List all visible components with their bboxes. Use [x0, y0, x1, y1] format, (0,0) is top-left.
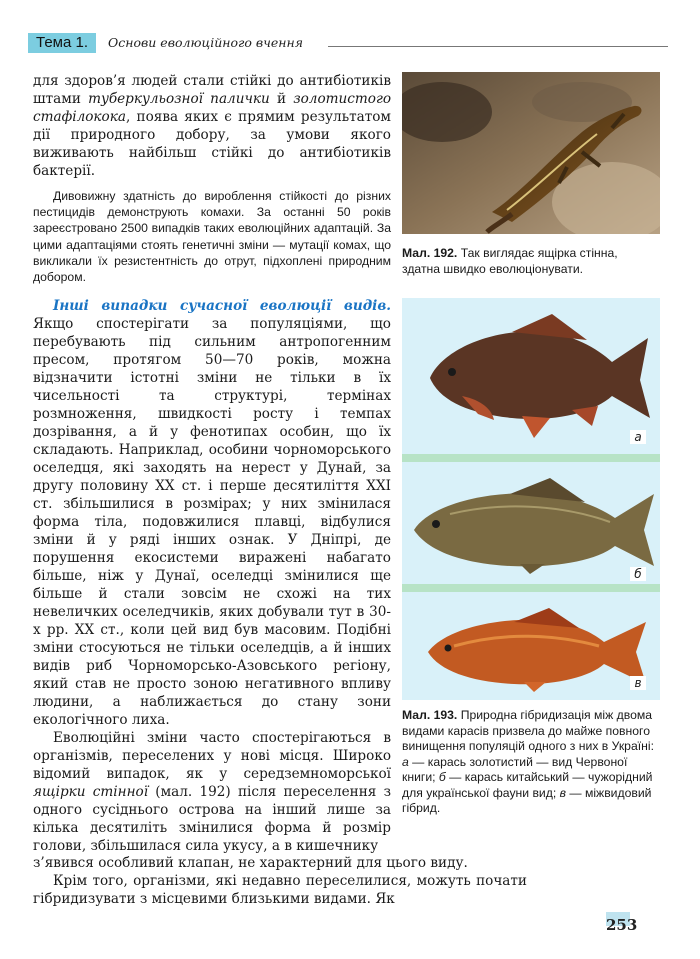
- page-number: 253: [606, 916, 638, 934]
- section-heading: Інші випадки сучасної еволюції видів.: [53, 298, 391, 315]
- fish-letter-c: в: [630, 676, 646, 690]
- fish-a-image: [422, 310, 654, 440]
- paragraph-relocated: Еволюційні зміни часто спостерігаються в організмів, переселених у нові місця. Широко відомий випадок, як у середземноморської ящірки стінної (мал. 192) після переселення з одного сусіднього острова на інший лише за кілька десятиліть змінилися форма й розмір голови, збільшилася сила укусу, а в кишечнику: [33, 730, 391, 855]
- fish-c-image: [424, 606, 650, 692]
- lizard-photo: [402, 72, 660, 234]
- main-text-column: [33, 72, 391, 855]
- paragraph-valve: з’явився особливий клапан, не характерний для цього виду.: [33, 855, 468, 871]
- figure-192-caption: Мал. 192. Так виглядає ящірка стінна, здатна швидко еволюціонувати.: [402, 246, 618, 276]
- bottom-text: [33, 854, 527, 908]
- paragraph-insects: Дивовижну здатність до вироблення стійкості до різних пестицидів демонструють комахи. За останні 50 років зареєстровано 2500 випадків таких еволюційних адаптацій. За цими адаптаціями стоять генетичні зміни — мутації комах, що викликали їх резистентність до отрут, підхоплені природним добором.: [33, 189, 391, 285]
- fish-letter-b: б: [630, 567, 646, 581]
- paragraph-antibiotics: для здоров’я людей стали стійкі до антибіотиків штами туберкульозної палички й золотистого стафілокока, поява яких є прямим результатом дії природного добору, за умови якого виживають найбільш стійкі до антибіотиків бактерії.: [33, 73, 392, 179]
- fish-divider: [402, 454, 660, 462]
- topic-title: Основи еволюційного вчення: [108, 35, 304, 50]
- paragraph-other-cases: Інші випадки сучасної еволюції видів. Якщо спостерігати за популяціями, що перебувають під сильним антропогенним пресом, протягом 50—70 років, можна відзначити істотні зміни не тільки в їх чисельності та структурі, термінах розмноження, швидкості росту і темпах дозрівання, а й у фенотипах особин, що їх складають. Наприклад, особини чорноморського оселедця, які заходять на нерест у Дунай, за другу половину XX ст. і перше десятиліття XXI ст. збільшилися в розмірах; у них змінилася форма тіла, подовжилися плавці, відбулися зміни й у ряді інших ознак. У Дніпрі, де порушення екосистеми виражені набагато більше, ніж у Дунаї, оселедці змінилися ще більше й стали зовсім не схожі на тих невеличких оселедчиків, яких добували тут в 30-х рр. XX ст., коли цей вид був масовим. Подібні зміни стосуються не тільки оселедців, а й інших видів риб Чорноморсько-Азовського регіону, який став не просто зоною негативного впливу людини, а наближається до стану зони екологічного лиха.: [33, 298, 391, 729]
- page-header: [28, 28, 668, 56]
- topic-label: Тема 1.: [28, 33, 96, 53]
- header-divider: [328, 46, 668, 47]
- paragraph-hybridize: Крім того, організми, які недавно переселилися, можуть почати гібридизувати з місцевими близькими видами. Як: [33, 873, 527, 907]
- fish-letter-a: а: [630, 430, 646, 444]
- fish-divider: [402, 584, 660, 592]
- figure-193-caption: Мал. 193. Природна гібридизація між двома видами карасів призвела до майже повного винищення популяцій одного з них в Україні: а — карась золотистий — вид Червоної книги; б — карась китайський — чужорідний для української фауни вид; в — міжвидовий гібрид.: [402, 708, 654, 815]
- fish-b-image: [410, 474, 658, 574]
